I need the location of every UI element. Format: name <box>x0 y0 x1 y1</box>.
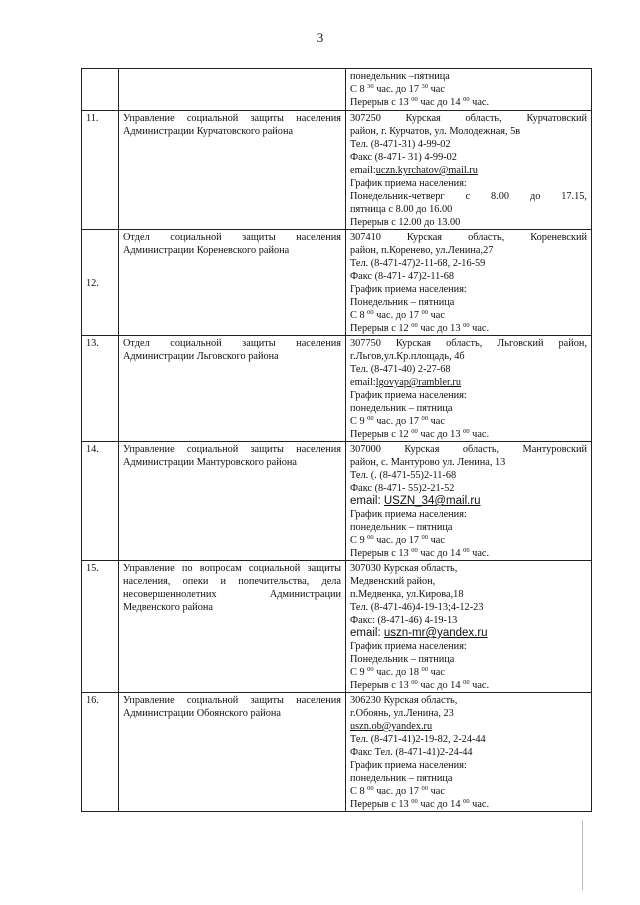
info-line: С 8 $^{00}$ час. до 17 $^{00}$ час <box>350 785 445 797</box>
info-line: Факс Тел. (8-471-41)2-24-44 <box>350 747 473 758</box>
info-line: Перерыв с 13 $^{00}$ час до 14 $^{00}$ час. <box>350 679 490 691</box>
email-line: email: uszn-mr@yandex.ru <box>350 627 488 639</box>
info-line: г.Льгов,ул.Кр.площадь, 4б <box>350 351 465 362</box>
row-number-cell: 15. <box>82 561 119 693</box>
margin-mark <box>582 820 583 890</box>
superscript-minutes: 00 <box>411 322 418 329</box>
email-link[interactable]: uszn.ob@yandex.ru <box>350 721 433 732</box>
email-line: email: USZN_34@mail.ru <box>350 495 481 507</box>
email-line <box>350 720 587 733</box>
organization-cell: Отдел социальной защиты населения Администрации Кореневского района <box>119 230 346 336</box>
superscript-minutes: 00 <box>367 785 374 792</box>
info-line: График приема населения: <box>350 509 467 520</box>
superscript-minutes: 00 <box>367 309 374 316</box>
info-line: График приема населения: <box>350 284 467 295</box>
info-line: Понедельник – пятница <box>350 654 455 665</box>
info-line: 307030 Курская область, <box>350 563 458 574</box>
info-line: пятница с 8.00 до 16.00 <box>350 204 453 215</box>
contact-info-cell <box>346 69 592 111</box>
info-line: Факс: (8-471-46) 4-19-13 <box>350 615 458 626</box>
superscript-minutes: 00 <box>411 428 418 435</box>
page-number: 3 <box>316 30 324 45</box>
info-line: понедельник –пятница <box>350 71 450 82</box>
info-line: С 8 $^{00}$ час. до 17 $^{00}$ час <box>350 309 445 321</box>
info-line: 307000 Курская область, Мантуровский <box>350 444 587 455</box>
info-line: Тел. (. (8-471-55)2-11-68 <box>350 470 457 481</box>
info-line: График приема населения: <box>350 390 467 401</box>
row-number-cell: 13. <box>82 336 119 442</box>
info-line: Факс (8-471- 47)2-11-68 <box>350 271 454 282</box>
info-line: Перерыв с 12 $^{00}$ час до 13 $^{00}$ час. <box>350 322 490 334</box>
info-line: понедельник – пятница <box>350 773 453 784</box>
contact-info-cell <box>346 561 592 693</box>
email-link[interactable]: USZN_34@mail.ru <box>383 495 481 507</box>
info-line: Перерыв с 13 $^{00}$ час до 14 $^{00}$ час. <box>350 547 490 559</box>
info-line: Тел. (8-471-41)2-19-82, 2-24-44 <box>350 734 486 745</box>
organization-cell <box>119 69 346 111</box>
info-line: Факс (8-471- 55)2-21-52 <box>350 483 455 494</box>
superscript-minutes: 30 <box>421 83 429 90</box>
superscript-minutes: 00 <box>463 96 470 103</box>
superscript-minutes: 00 <box>421 415 429 422</box>
organization-cell: Управление социальной защиты населения Администрации Курчатовского района <box>119 111 346 230</box>
info-line: График приема населения: <box>350 760 467 771</box>
superscript-minutes: 00 <box>463 428 470 435</box>
info-line: п.Медвенка, ул.Кирова,18 <box>350 589 464 600</box>
superscript-minutes: 00 <box>421 666 429 673</box>
email-link[interactable]: uszn-mr@yandex.ru <box>383 627 488 639</box>
superscript-minutes: 00 <box>421 309 429 316</box>
info-line: Тел. (8-471-40) 2-27-68 <box>350 364 451 375</box>
table-row <box>82 111 592 230</box>
offices-table-body <box>82 69 592 812</box>
table-row <box>82 561 592 693</box>
info-line: Перерыв с 12.00 до 13.00 <box>350 217 461 228</box>
info-line: Факс (8-471- 31) 4-99-02 <box>350 152 457 163</box>
superscript-minutes: 00 <box>411 96 418 103</box>
info-line: С 9 $^{00}$ час. до 17 $^{00}$ час <box>350 415 445 427</box>
superscript-minutes: 00 <box>463 547 470 554</box>
superscript-minutes: 00 <box>463 679 470 686</box>
email-link[interactable]: uczn.kyrchatov@mail.ru <box>375 165 478 176</box>
info-line: График приема населения: <box>350 641 467 652</box>
organization-cell: Управление по вопросам социальной защиты населения, опеки и попечительства, дела несовершеннолетних Администрации Медвенского района <box>119 561 346 693</box>
info-line: 307250 Курская область, Курчатовский <box>350 113 587 124</box>
row-number-cell: 14. <box>82 442 119 561</box>
info-line: г.Обоянь, ул.Ленина, 23 <box>350 708 454 719</box>
organization-cell: Управление социальной защиты населения Администрации Мантуровского района <box>119 442 346 561</box>
superscript-minutes: 30 <box>367 83 374 90</box>
table-row <box>82 336 592 442</box>
contact-info-cell <box>346 336 592 442</box>
info-line: район, с. Мантурово ул. Ленина, 13 <box>350 457 506 468</box>
superscript-minutes: 00 <box>367 666 374 673</box>
superscript-minutes: 00 <box>411 798 418 805</box>
superscript-minutes: 00 <box>421 534 429 541</box>
info-line: Перерыв с 13 $^{00}$ час до 14 $^{00}$ час. <box>350 96 490 108</box>
info-line: понедельник – пятница <box>350 403 453 414</box>
contact-info-cell <box>346 230 592 336</box>
superscript-minutes: 00 <box>411 679 418 686</box>
superscript-minutes: 00 <box>463 798 470 805</box>
info-line: район, г. Курчатов, ул. Молодежная, 5в <box>350 126 521 137</box>
info-line: Перерыв с 13 $^{00}$ час до 14 $^{00}$ час. <box>350 798 490 810</box>
info-line: С 9 $^{00}$ час. до 18 $^{00}$ час <box>350 666 445 678</box>
offices-table <box>81 68 592 812</box>
row-number-cell <box>82 69 119 111</box>
organization-cell: Управление социальной защиты населения Администрации Обоянского района <box>119 693 346 812</box>
info-line: Тел. (8-471-46)4-19-13;4-12-23 <box>350 602 484 613</box>
table-row-continuation <box>82 69 592 111</box>
table-row <box>82 693 592 812</box>
info-line: 306230 Курская область, <box>350 695 458 706</box>
email-link[interactable]: lgovyap@rambler.ru <box>375 377 461 388</box>
table-row <box>82 230 592 336</box>
info-line: С 9 $^{00}$ час. до 17 $^{00}$ час <box>350 534 445 546</box>
email-line: email:uczn.kyrchatov@mail.ru <box>350 165 478 176</box>
superscript-minutes: 00 <box>421 785 429 792</box>
info-line: Тел. (8-471-47)2-11-68, 2-16-59 <box>350 258 486 269</box>
info-line: Тел. (8-471-31) 4-99-02 <box>350 139 451 150</box>
row-number-cell: 11. <box>82 111 119 230</box>
info-line: Понедельник-четверг с 8.00 до 17.15, <box>350 191 587 202</box>
contact-info-cell <box>346 693 592 812</box>
info-line: район, п.Коренево, ул.Ленина,27 <box>350 245 494 256</box>
superscript-minutes: 00 <box>411 547 418 554</box>
info-line: Понедельник – пятница <box>350 297 455 308</box>
organization-cell: Отдел социальной защиты населения Администрации Льговского района <box>119 336 346 442</box>
info-line: понедельник – пятница <box>350 522 453 533</box>
superscript-minutes: 00 <box>463 322 470 329</box>
row-number-cell: 16. <box>82 693 119 812</box>
info-line: 307410 Курская область, Кореневский <box>350 232 587 243</box>
contact-info-cell <box>346 442 592 561</box>
contact-info-cell <box>346 111 592 230</box>
table-row <box>82 442 592 561</box>
info-line: Медвенский район, <box>350 576 436 587</box>
email-line: email:lgovyap@rambler.ru <box>350 377 461 388</box>
row-number-cell: 12. <box>82 230 119 336</box>
superscript-minutes: 00 <box>367 415 374 422</box>
info-line: С 8 $^{30}$ час. до 17 $^{30}$ час <box>350 83 445 95</box>
info-line: Перерыв с 12 $^{00}$ час до 13 $^{00}$ час. <box>350 428 490 440</box>
info-line: 307750 Курская область, Льговский район, <box>350 338 587 349</box>
info-line: График приема населения: <box>350 178 467 189</box>
superscript-minutes: 00 <box>367 534 374 541</box>
